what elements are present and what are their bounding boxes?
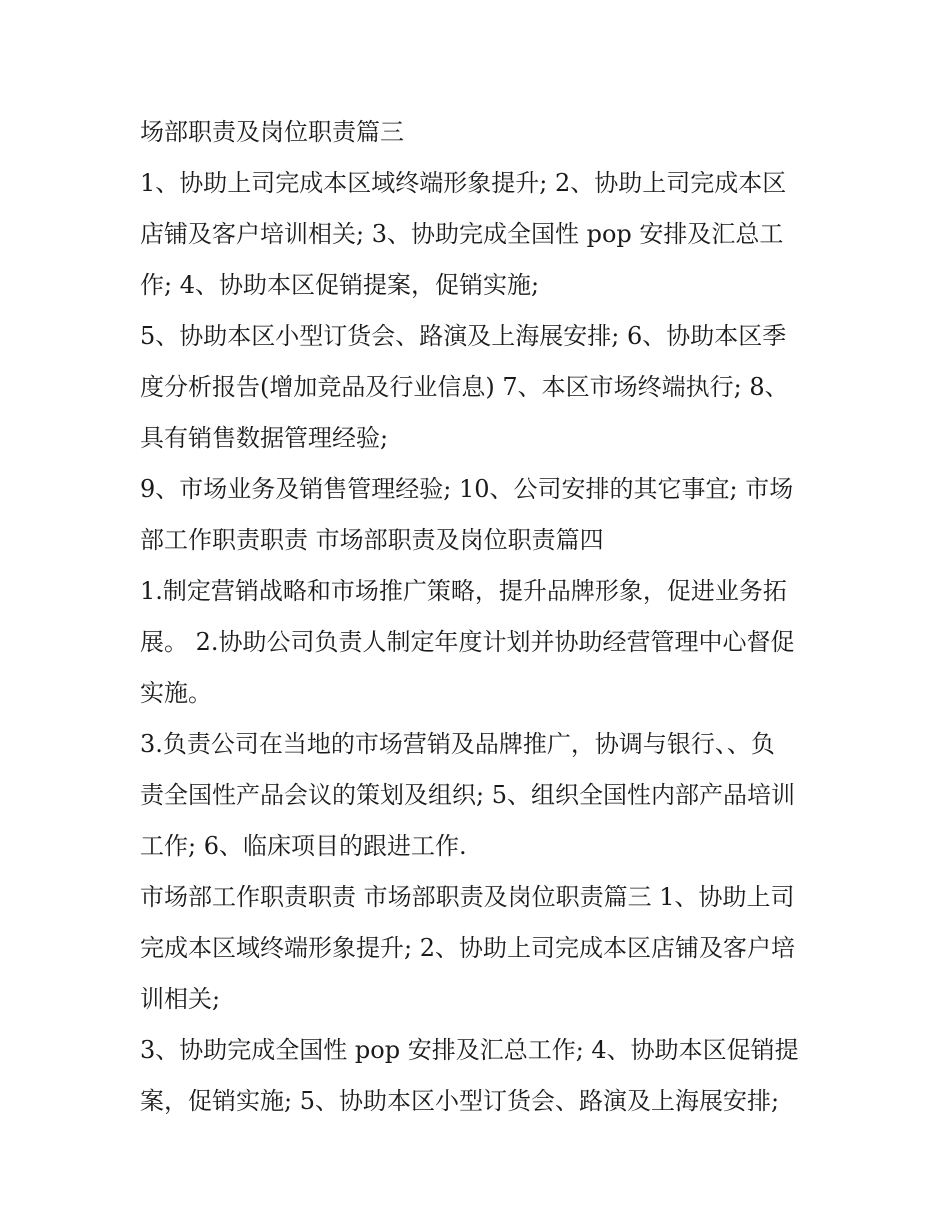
text-line: 度分析报告(增加竞品及行业信息) 7、本区市场终端执行; 8、: [140, 373, 789, 401]
text-line: 1、协助上司完成本区域终端形象提升; 2、协助上司完成本区: [140, 169, 787, 197]
text-line: 3、协助完成全国性 pop 安排及汇总工作; 4、协助本区促销提: [140, 1036, 799, 1064]
document-body: [140, 107, 820, 1127]
text-line: 案，促销实施; 5、协助本区小型订货会、路演及上海展安排;: [140, 1087, 780, 1115]
paragraph: [140, 311, 820, 464]
paragraph: [140, 464, 820, 566]
paragraph: [140, 158, 820, 311]
text-line: 场部职责及岗位职责篇三: [140, 118, 404, 146]
text-line: 店铺及客户培训相关; 3、协助完成全国性 pop 安排及汇总工: [140, 220, 784, 248]
text-line: 5、协助本区小型订货会、路演及上海展安排; 6、协助本区季: [140, 322, 787, 350]
text-line: 1.制定营销战略和市场推广策略，提升品牌形象，促进业务拓: [140, 577, 787, 605]
paragraph: [140, 719, 820, 872]
text-line: 训相关;: [140, 985, 221, 1013]
text-line: 工作; 6、临床项目的跟进工作.: [140, 832, 467, 860]
text-line: 具有销售数据管理经验;: [140, 424, 389, 452]
text-line: 实施。: [140, 679, 212, 707]
paragraph: [140, 872, 820, 1025]
text-line: 3.负责公司在当地的市场营销及品牌推广，协调与银行、、负: [140, 730, 775, 758]
text-line: 部工作职责职责 市场部职责及岗位职责篇四: [140, 526, 604, 554]
text-line: 市场部工作职责职责 市场部职责及岗位职责篇三 1、协助上司: [140, 883, 795, 911]
paragraph: [140, 566, 820, 719]
paragraph: [140, 107, 820, 158]
text-line: 完成本区域终端形象提升; 2、协助上司完成本区店铺及客户培: [140, 934, 795, 962]
text-line: 责全国性产品会议的策划及组织; 5、组织全国性内部产品培训: [140, 781, 795, 809]
text-line: 作; 4、协助本区促销提案，促销实施;: [140, 271, 540, 299]
text-line: 展。 2.协助公司负责人制定年度计划并协助经营管理中心督促: [140, 628, 795, 656]
text-line: 9、市场业务及销售管理经验; 10、公司安排的其它事宜; 市场: [140, 475, 794, 503]
paragraph: [140, 1025, 820, 1127]
